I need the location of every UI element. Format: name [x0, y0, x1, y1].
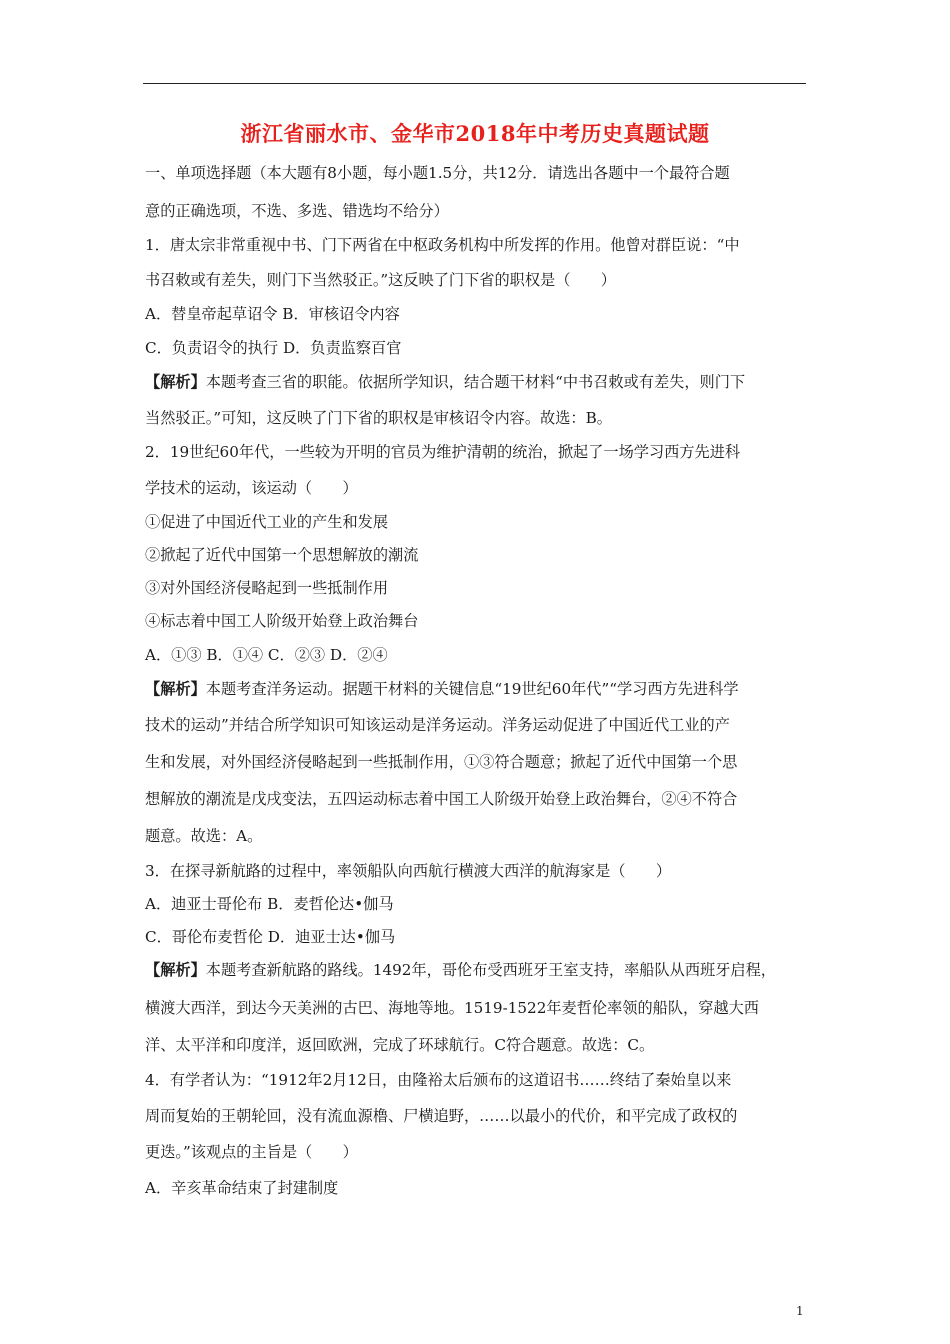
analysis-label: 【解析】 — [145, 373, 206, 391]
question-3-options-cd: C．哥伦布麦哲伦 D．迪亚士达•伽马 — [145, 928, 396, 946]
analysis-3-line-3: 洋、太平洋和印度洋，返回欧洲，完成了环球航行。C符合题意。故选：C。 — [145, 1036, 655, 1054]
document-title: 浙江省丽水市、金华市2018年中考历史真题试题 — [240, 121, 710, 146]
analysis-2-line-5: 题意。故选：A。 — [145, 827, 263, 845]
question-1-options-ab: A．替皇帝起草诏令 B．审核诏令内容 — [145, 305, 400, 323]
question-1-line-1: 1．唐太宗非常重视中书、门下两省在中枢政务机构中所发挥的作用。他曾对群臣说：“中 — [145, 236, 740, 254]
analysis-label: 【解析】 — [145, 961, 206, 979]
question-2-line-2: 学技术的运动，该运动（ ） — [145, 479, 358, 497]
question-1-options-cd: C．负责诏令的执行 D．负责监察百官 — [145, 339, 402, 357]
question-4-option-a: A．辛亥革命结束了封建制度 — [145, 1179, 339, 1197]
analysis-2-line-4: 想解放的潮流是戊戌变法，五四运动标志着中国工人阶级开始登上政治舞台，②④不符合 — [145, 790, 738, 808]
analysis-3-line-1: 【解析】本题考查新航路的路线。1492年，哥伦布受西班牙王室支持，率船队从西班牙启程， — [145, 961, 776, 979]
question-3-line-1: 3．在探寻新航路的过程中，率领船队向西航行横渡大西洋的航海家是（ ） — [145, 862, 672, 880]
question-2-item-4: ④标志着中国工人阶级开始登上政治舞台 — [145, 612, 419, 630]
analysis-3-line-2: 横渡大西洋，到达今天美洲的古巴、海地等地。1519-1522年麦哲伦率领的船队，穿越大西 — [145, 999, 759, 1017]
question-2-item-2: ②掀起了近代中国第一个思想解放的潮流 — [145, 546, 419, 564]
question-2-line-1: 2．19世纪60年代，一些较为开明的官员为维护清朝的统治，掀起了一场学习西方先进科 — [145, 443, 741, 461]
question-4-line-2: 周而复始的王朝轮回，没有流血源橹、尸横追野，……以最小的代价，和平完成了政权的 — [145, 1107, 738, 1125]
header-rule — [143, 83, 806, 84]
analysis-1-line-2: 当然驳正。”可知，这反映了门下省的职权是审核诏令内容。故选：B。 — [145, 409, 612, 427]
question-2-item-1: ①促进了中国近代工业的产生和发展 — [145, 513, 388, 531]
page-number: 1 — [796, 1304, 804, 1318]
question-2-item-3: ③对外国经济侵略起到一些抵制作用 — [145, 579, 388, 597]
analysis-label: 【解析】 — [145, 680, 206, 698]
question-1-line-2: 书召敕或有差失，则门下当然驳正。”这反映了门下省的职权是（ ） — [145, 271, 616, 289]
question-2-options: A．①③ B．①④ C．②③ D．②④ — [145, 646, 388, 664]
analysis-1-line-1: 【解析】本题考查三省的职能。依据所学知识，结合题干材料“中书召敕或有差失，则门下 — [145, 373, 746, 391]
question-3-options-ab: A．迪亚士哥伦布 B．麦哲伦达•伽马 — [145, 895, 394, 913]
section-heading-line-1: 一、单项选择题（本大题有8小题，每小题1.5分，共12分．请选出各题中一个最符合题 — [145, 164, 730, 182]
section-heading-line-2: 意的正确选项，不选、多选、错选均不给分） — [145, 202, 449, 220]
analysis-2-line-2: 技术的运动”并结合所学知识可知该运动是洋务运动。洋务运动促进了中国近代工业的产 — [145, 716, 730, 734]
analysis-2-line-3: 生和发展，对外国经济侵略起到一些抵制作用，①③符合题意；掀起了近代中国第一个思 — [145, 753, 738, 771]
question-4-line-3: 更迭。”该观点的主旨是（ ） — [145, 1143, 358, 1161]
analysis-2-line-1: 【解析】本题考查洋务运动。据题干材料的关键信息“19世纪60年代”“学习西方先进科学 — [145, 680, 739, 698]
question-4-line-1: 4．有学者认为：“1912年2月12日，由隆裕太后颁布的这道诏书……终结了秦始皇以来 — [145, 1071, 732, 1089]
